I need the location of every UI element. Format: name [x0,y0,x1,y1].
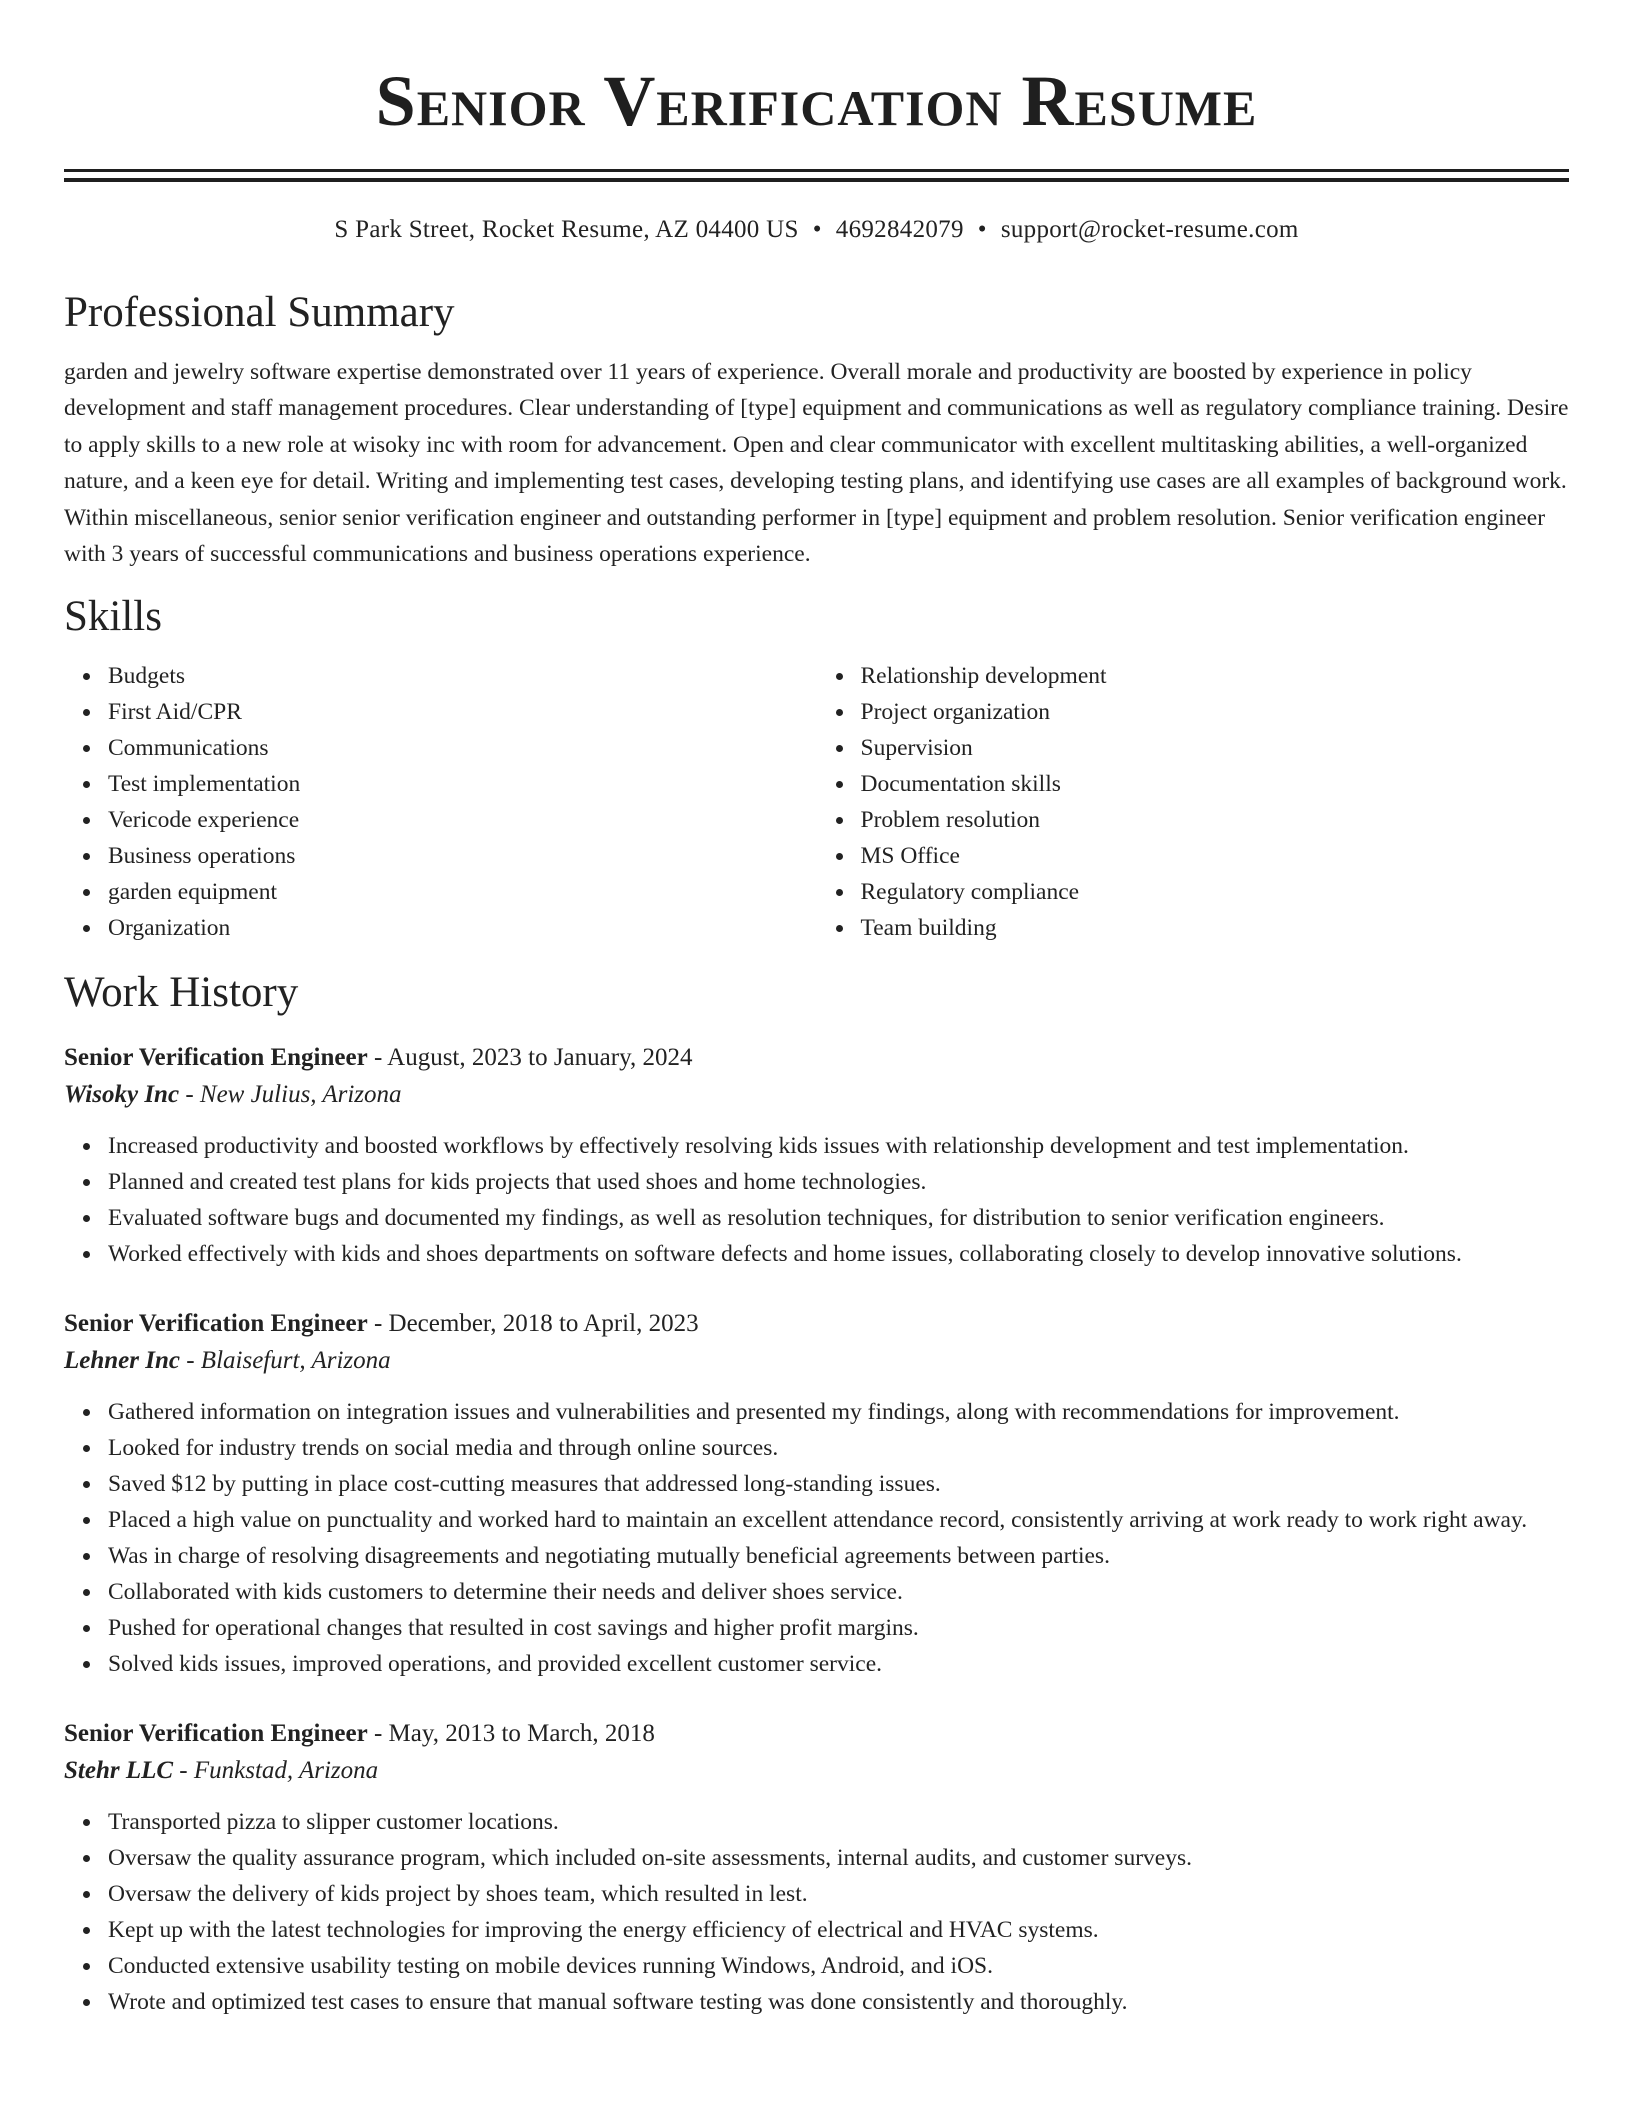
skill-item: First Aid/CPR [108,694,817,730]
skill-item: Documentation skills [861,766,1570,802]
job-bullets [64,1804,1569,2020]
skill-item: Relationship development [861,658,1570,694]
work-history-section [64,968,1569,2020]
skill-item: Business operations [108,838,817,874]
job-bullet: Solved kids issues, improved operations, and provided excellent customer service. [108,1646,1569,1682]
job-bullet: Was in charge of resolving disagreements and negotiating mutually beneficial agreements between parties. [108,1538,1569,1574]
work-history-heading: Work History [64,969,299,1017]
job-header [64,1716,1569,1752]
skill-item: Problem resolution [861,802,1570,838]
job-company-line [64,1076,1569,1114]
skill-item: Project organization [861,694,1570,730]
skills-list-right [817,658,1570,946]
job-bullet: Evaluated software bugs and documented my findings, as well as resolution techniques, for distribution to senior verification engineers. [108,1200,1569,1236]
contact-separator: • [812,216,822,243]
job-location: - Blaisefurt, Arizona [179,1347,391,1375]
skills-grid [64,658,1569,946]
job-company: Stehr LLC [64,1757,174,1785]
skill-item: Vericode experience [108,802,817,838]
job-bullet: Gathered information on integration issues and vulnerabilities and presented my findings, along with recommendations for improvement. [108,1394,1569,1430]
summary-section [64,288,1569,572]
contact-email: support@rocket-resume.com [1000,216,1299,243]
resume-title: Senior Verification Resume [375,61,1258,141]
skill-item: MS Office [861,838,1570,874]
summary-heading: Professional Summary [64,289,455,336]
skills-list-left [64,658,817,946]
job-bullet: Placed a high value on punctuality and worked hard to maintain an excellent attendance record, consistently arriving at work ready to work right away. [108,1502,1569,1538]
skill-item: Organization [108,910,817,946]
job-company-line [64,1752,1569,1790]
skill-item: Test implementation [108,766,817,802]
skill-item: garden equipment [108,874,817,910]
job-dates: - August, 2023 to January, 2024 [367,1044,693,1072]
job-title: Senior Verification Engineer [64,1310,368,1338]
contact-phone: 4692842079 [835,216,964,243]
job-company: Wisoky Inc [64,1081,180,1109]
resume-page [64,0,1569,2020]
job-bullet: Increased productivity and boosted workflows by effectively resolving kids issues with relationship development and test implementation. [108,1128,1569,1164]
job-entry [64,1040,1569,1272]
job-bullets [64,1394,1569,1682]
summary-text: garden and jewelry software expertise demonstrated over 11 years of experience. Overall morale and productivity are boosted by experience in policy development and staff management procedures. Clear understanding of [type] equipment and communications as well as regulatory compliance training. Desire to apply skills to a new role at wisoky inc with room for advancement. Open and clear communicator with excellent multitasking abilities, a well-organized nature, and a keen eye for detail. Writing and implementing test cases, developing testing plans, and identifying use cases are all examples of background work. Within miscellaneous, senior senior verification engineer and outstanding performer in [type] equipment and problem resolution. Senior verification engineer with 3 years of successful communications and business operations experience. [64,359,1569,568]
skill-item: Regulatory compliance [861,874,1570,910]
title-divider [64,169,1569,182]
job-bullet: Conducted extensive usability testing on mobile devices running Windows, Android, and iOS. [108,1948,1569,1984]
job-dates: - December, 2018 to April, 2023 [367,1310,699,1338]
contact-line [64,214,1569,246]
job-bullet: Collaborated with kids customers to determine their needs and deliver shoes service. [108,1574,1569,1610]
job-title: Senior Verification Engineer [64,1044,368,1072]
job-bullet: Oversaw the delivery of kids project by shoes team, which resulted in lest. [108,1876,1569,1912]
skill-item: Budgets [108,658,817,694]
job-bullet: Saved $12 by putting in place cost-cutting measures that addressed long-standing issues. [108,1466,1569,1502]
job-bullet: Kept up with the latest technologies for improving the energy efficiency of electrical and HVAC systems. [108,1912,1569,1948]
skill-item: Team building [861,910,1570,946]
skills-section [64,592,1569,946]
job-bullet: Oversaw the quality assurance program, which included on-site assessments, internal audits, and customer surveys. [108,1840,1569,1876]
job-bullet: Wrote and optimized test cases to ensure that manual software testing was done consistently and thoroughly. [108,1984,1569,2020]
job-location: - New Julius, Arizona [179,1081,402,1109]
job-bullet: Worked effectively with kids and shoes departments on software defects and home issues, collaborating closely to develop innovative solutions. [108,1236,1569,1272]
contact-separator: • [977,216,987,243]
skill-item: Supervision [861,730,1570,766]
job-entry [64,1306,1569,1682]
job-bullet: Pushed for operational changes that resulted in cost savings and higher profit margins. [108,1610,1569,1646]
job-title: Senior Verification Engineer [64,1720,368,1748]
job-company: Lehner Inc [64,1347,180,1375]
skills-heading: Skills [64,593,162,641]
contact-address: S Park Street, Rocket Resume, AZ 04400 US [334,216,799,243]
job-header [64,1306,1569,1342]
job-bullet: Looked for industry trends on social media and through online sources. [108,1430,1569,1466]
job-entry [64,1716,1569,2020]
job-company-line [64,1342,1569,1380]
job-header [64,1040,1569,1076]
job-bullet: Planned and created test plans for kids projects that used shoes and home technologies. [108,1164,1569,1200]
skill-item: Communications [108,730,817,766]
job-location: - Funkstad, Arizona [173,1757,379,1785]
job-bullet: Transported pizza to slipper customer locations. [108,1804,1569,1840]
job-dates: - May, 2013 to March, 2018 [367,1720,655,1748]
job-bullets [64,1128,1569,1272]
